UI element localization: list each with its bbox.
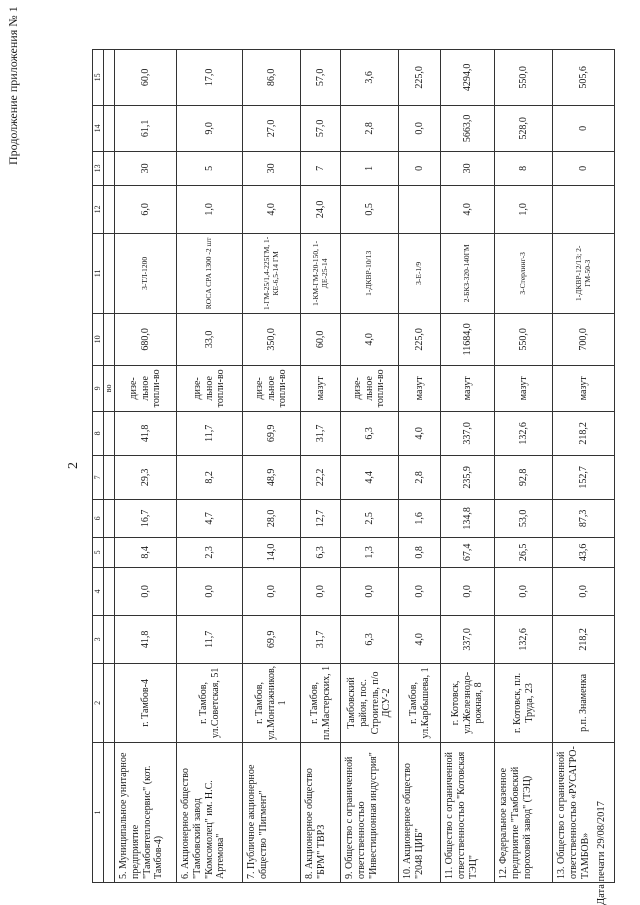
page-number: 2	[66, 462, 81, 469]
cell-col-3: 4,0	[399, 615, 441, 663]
cell-col-13: 0	[553, 151, 615, 185]
cell-col-5: 14,0	[243, 537, 301, 567]
cell-col-3: 337,0	[441, 615, 495, 663]
cell-col-1: 7. Публичное акционерное общество "Пигмент"	[243, 743, 301, 883]
cell-col-5: 2,3	[177, 537, 243, 567]
cell-col-4: 0,0	[441, 567, 495, 615]
cell-col-7: 22,2	[301, 455, 341, 499]
cell-col-5: 67,4	[441, 537, 495, 567]
column-number-row	[93, 49, 104, 882]
cell-col-11: 1-ДКВР-12/13; 2-ГМ-50-3	[553, 233, 615, 313]
cell-col-9: дизе-льное топли-во	[243, 365, 301, 411]
cell-col-2: г. Котовск, пл. Труда, 23	[495, 663, 553, 742]
cell-col-12: 1,0	[495, 185, 553, 233]
cell-col-12: 0,5	[341, 185, 399, 233]
cell-col-4: 0,0	[115, 567, 177, 615]
cell-col-13: 8	[495, 151, 553, 185]
cell-col-2: Тамбовский район, пос. Строитель, п/о ДСУ-2	[341, 663, 399, 742]
cell-col-13: 7	[301, 151, 341, 185]
cell-col-14: 61,1	[115, 105, 177, 151]
cell-col-15: 550,0	[495, 49, 553, 105]
cell-col-4: 0,0	[399, 567, 441, 615]
cell-col-4: 0,0	[177, 567, 243, 615]
cell-col-11: 1-КМ-ГМ-20-150, 1-ДЕ-25-14	[301, 233, 341, 313]
column-number: 15	[93, 49, 104, 105]
cell-col-7: 29,3	[115, 455, 177, 499]
cell-col-12: 24,0	[301, 185, 341, 233]
cell-col-13: 30	[115, 151, 177, 185]
cell-col-4: 0,0	[301, 567, 341, 615]
continuation-fragment: во	[104, 365, 115, 411]
column-number: 3	[93, 615, 104, 663]
cell-col-6: 16,7	[115, 499, 177, 537]
cell-col-5: 6,3	[301, 537, 341, 567]
cell-col-9: дизе-льное топли-во	[341, 365, 399, 411]
cell-col-14: 2,8	[341, 105, 399, 151]
table-row	[399, 49, 441, 882]
table-row	[243, 49, 301, 882]
column-number: 10	[93, 313, 104, 365]
cell-col-2: г. Котовск, ул.Железнодо-рожная, 8	[441, 663, 495, 742]
cell-col-5: 0,8	[399, 537, 441, 567]
column-number: 6	[93, 499, 104, 537]
cell-col-14: 5663,0	[441, 105, 495, 151]
cell-col-1: 12. Федеральное казенное предприятие "Тамбовский пороховой завод" (ТЭЦ)	[495, 743, 553, 883]
cell-col-1: 11. Общество с ограниченной ответственностью "Котовская ТЭЦ"	[441, 743, 495, 883]
cell-col-10: 11684,0	[441, 313, 495, 365]
cell-col-1: 13. Общество с ограниченной ответственностью «РУСАГРО-ТАМБОВ»	[553, 743, 615, 883]
cell-col-11: 3-ТЛ-1200	[115, 233, 177, 313]
cell-col-11: 3-Стерлинг-3	[495, 233, 553, 313]
cell-col-7: 8,2	[177, 455, 243, 499]
cell-col-10: 225,0	[399, 313, 441, 365]
cell-col-11: 1-ДКВР-10/13	[341, 233, 399, 313]
cell-col-11: 2-БКЗ-320-140ГМ	[441, 233, 495, 313]
cell-col-11: ROCA CPA 1300 -2 шт	[177, 233, 243, 313]
cell-col-10: 680,0	[115, 313, 177, 365]
cell-col-11: 1-ГМ-25/1,4-225ГМ, 1-КЕ-6,5-14 ГМ	[243, 233, 301, 313]
cell-col-14: 27,0	[243, 105, 301, 151]
cell-col-6: 4,7	[177, 499, 243, 537]
cell-col-10: 700,0	[553, 313, 615, 365]
cell-col-8: 11,7	[177, 411, 243, 455]
cell-col-15: 86,0	[243, 49, 301, 105]
cell-col-4: 0,0	[243, 567, 301, 615]
cell-col-13: 5	[177, 151, 243, 185]
column-number: 14	[93, 105, 104, 151]
column-number: 12	[93, 185, 104, 233]
cell-col-2: г. Тамбов, ул.Карбышева, 1	[399, 663, 441, 742]
table-row	[553, 49, 615, 882]
cell-col-15: 57,0	[301, 49, 341, 105]
table-row	[177, 49, 243, 882]
cell-col-1: 9. Общество с ограниченной ответственностью "Инвестиционная индустрия"	[341, 743, 399, 883]
cell-col-12: 6,0	[115, 185, 177, 233]
column-number: 8	[93, 411, 104, 455]
cell-col-9: мазут	[399, 365, 441, 411]
cell-col-5: 43,6	[553, 537, 615, 567]
cell-col-15: 4294,0	[441, 49, 495, 105]
cell-col-6: 12,7	[301, 499, 341, 537]
cell-col-1: 6. Акционерное общество "Тамбовский завод "Комсомолец" им. Н.С. Артемова"	[177, 743, 243, 883]
cell-col-5: 8,4	[115, 537, 177, 567]
table-row	[301, 49, 341, 882]
cell-col-12	[399, 185, 441, 233]
cell-col-6: 134,8	[441, 499, 495, 537]
cell-col-9: дизе-льное топли-во	[115, 365, 177, 411]
cell-col-14: 528,0	[495, 105, 553, 151]
cell-col-5: 1,3	[341, 537, 399, 567]
table-row	[115, 49, 177, 882]
cell-col-14: 0	[553, 105, 615, 151]
cell-col-8: 132,6	[495, 411, 553, 455]
cell-col-6: 2,5	[341, 499, 399, 537]
column-number: 11	[93, 233, 104, 313]
cell-col-4: 0,0	[495, 567, 553, 615]
cell-col-3: 218,2	[553, 615, 615, 663]
cell-col-7: 48,9	[243, 455, 301, 499]
cell-col-12: 4,0	[243, 185, 301, 233]
cell-col-1: 5. Муниципальное унитарное предприятие "Тамбовтеплосервис" (кот. Тамбов-4)	[115, 743, 177, 883]
data-table	[92, 49, 615, 883]
cell-col-13: 1	[341, 151, 399, 185]
cell-col-3: 132,6	[495, 615, 553, 663]
cell-col-15: 60,0	[115, 49, 177, 105]
cell-col-2: р.п. Знаменка	[553, 663, 615, 742]
column-number: 7	[93, 455, 104, 499]
cell-col-9: дизе-льное топли-во	[177, 365, 243, 411]
cell-col-9: мазут	[553, 365, 615, 411]
cell-col-10: 550,0	[495, 313, 553, 365]
column-number: 5	[93, 537, 104, 567]
cell-col-13: 30	[441, 151, 495, 185]
cell-col-15: 3,6	[341, 49, 399, 105]
cell-col-8: 4,0	[399, 411, 441, 455]
table-row	[341, 49, 399, 882]
cell-col-6: 87,3	[553, 499, 615, 537]
cell-col-1: 10. Акционерное общество "2048 ЦИБ"	[399, 743, 441, 883]
cell-col-13: 30	[243, 151, 301, 185]
cell-col-15: 505,6	[553, 49, 615, 105]
cell-col-10: 60,0	[301, 313, 341, 365]
cell-col-2: г. Тамбов, пл.Мастерских, 1	[301, 663, 341, 742]
cell-col-5: 26,5	[495, 537, 553, 567]
cell-col-12	[553, 185, 615, 233]
column-number: 4	[93, 567, 104, 615]
cell-col-1: 8. Акционерное общество "БРМ" ТВРЗ	[301, 743, 341, 883]
column-number: 2	[93, 663, 104, 742]
cell-col-15: 225,0	[399, 49, 441, 105]
cell-col-2: г. Тамбов, ул.Монтажников, 1	[243, 663, 301, 742]
cell-col-10: 4,0	[341, 313, 399, 365]
cell-col-13: 0	[399, 151, 441, 185]
cell-col-3: 41,8	[115, 615, 177, 663]
cell-col-7: 2,8	[399, 455, 441, 499]
cell-col-11: 3-Е-1/9	[399, 233, 441, 313]
cell-col-8: 218,2	[553, 411, 615, 455]
cell-col-9: мазут	[441, 365, 495, 411]
cell-col-9: мазут	[495, 365, 553, 411]
cell-col-14: 9,0	[177, 105, 243, 151]
table-row	[441, 49, 495, 882]
cell-col-14: 57,0	[301, 105, 341, 151]
cell-col-14: 0,0	[399, 105, 441, 151]
cell-col-3: 31,7	[301, 615, 341, 663]
cell-col-8: 6,3	[341, 411, 399, 455]
cell-col-12: 1,0	[177, 185, 243, 233]
cell-col-7: 235,9	[441, 455, 495, 499]
cell-col-4: 0,0	[341, 567, 399, 615]
table-row	[495, 49, 553, 882]
cell-col-7: 4,4	[341, 455, 399, 499]
column-number: 1	[93, 743, 104, 883]
cell-col-3: 6,3	[341, 615, 399, 663]
column-number: 13	[93, 151, 104, 185]
continuation-row	[104, 49, 115, 882]
cell-col-12: 4,0	[441, 185, 495, 233]
cell-col-8: 31,7	[301, 411, 341, 455]
cell-col-8: 41,8	[115, 411, 177, 455]
cell-col-10: 350,0	[243, 313, 301, 365]
cell-col-6: 28,0	[243, 499, 301, 537]
cell-col-15: 17,0	[177, 49, 243, 105]
cell-col-6: 53,0	[495, 499, 553, 537]
cell-col-3: 69,9	[243, 615, 301, 663]
cell-col-8: 337,0	[441, 411, 495, 455]
cell-col-8: 69,9	[243, 411, 301, 455]
print-date: Дата печати 29/08/2017	[596, 801, 607, 905]
cell-col-7: 152,7	[553, 455, 615, 499]
cell-col-2: г. Тамбов, ул.Советская, 51	[177, 663, 243, 742]
cell-col-4: 0,0	[553, 567, 615, 615]
cell-col-7: 92,8	[495, 455, 553, 499]
cell-col-6: 1,6	[399, 499, 441, 537]
cell-col-10: 33,0	[177, 313, 243, 365]
cell-col-2: г. Тамбов-4	[115, 663, 177, 742]
continuation-title: Продолжение приложения № 1	[6, 6, 20, 165]
cell-col-9: мазут	[301, 365, 341, 411]
column-number: 9	[93, 365, 104, 411]
cell-col-3: 11,7	[177, 615, 243, 663]
